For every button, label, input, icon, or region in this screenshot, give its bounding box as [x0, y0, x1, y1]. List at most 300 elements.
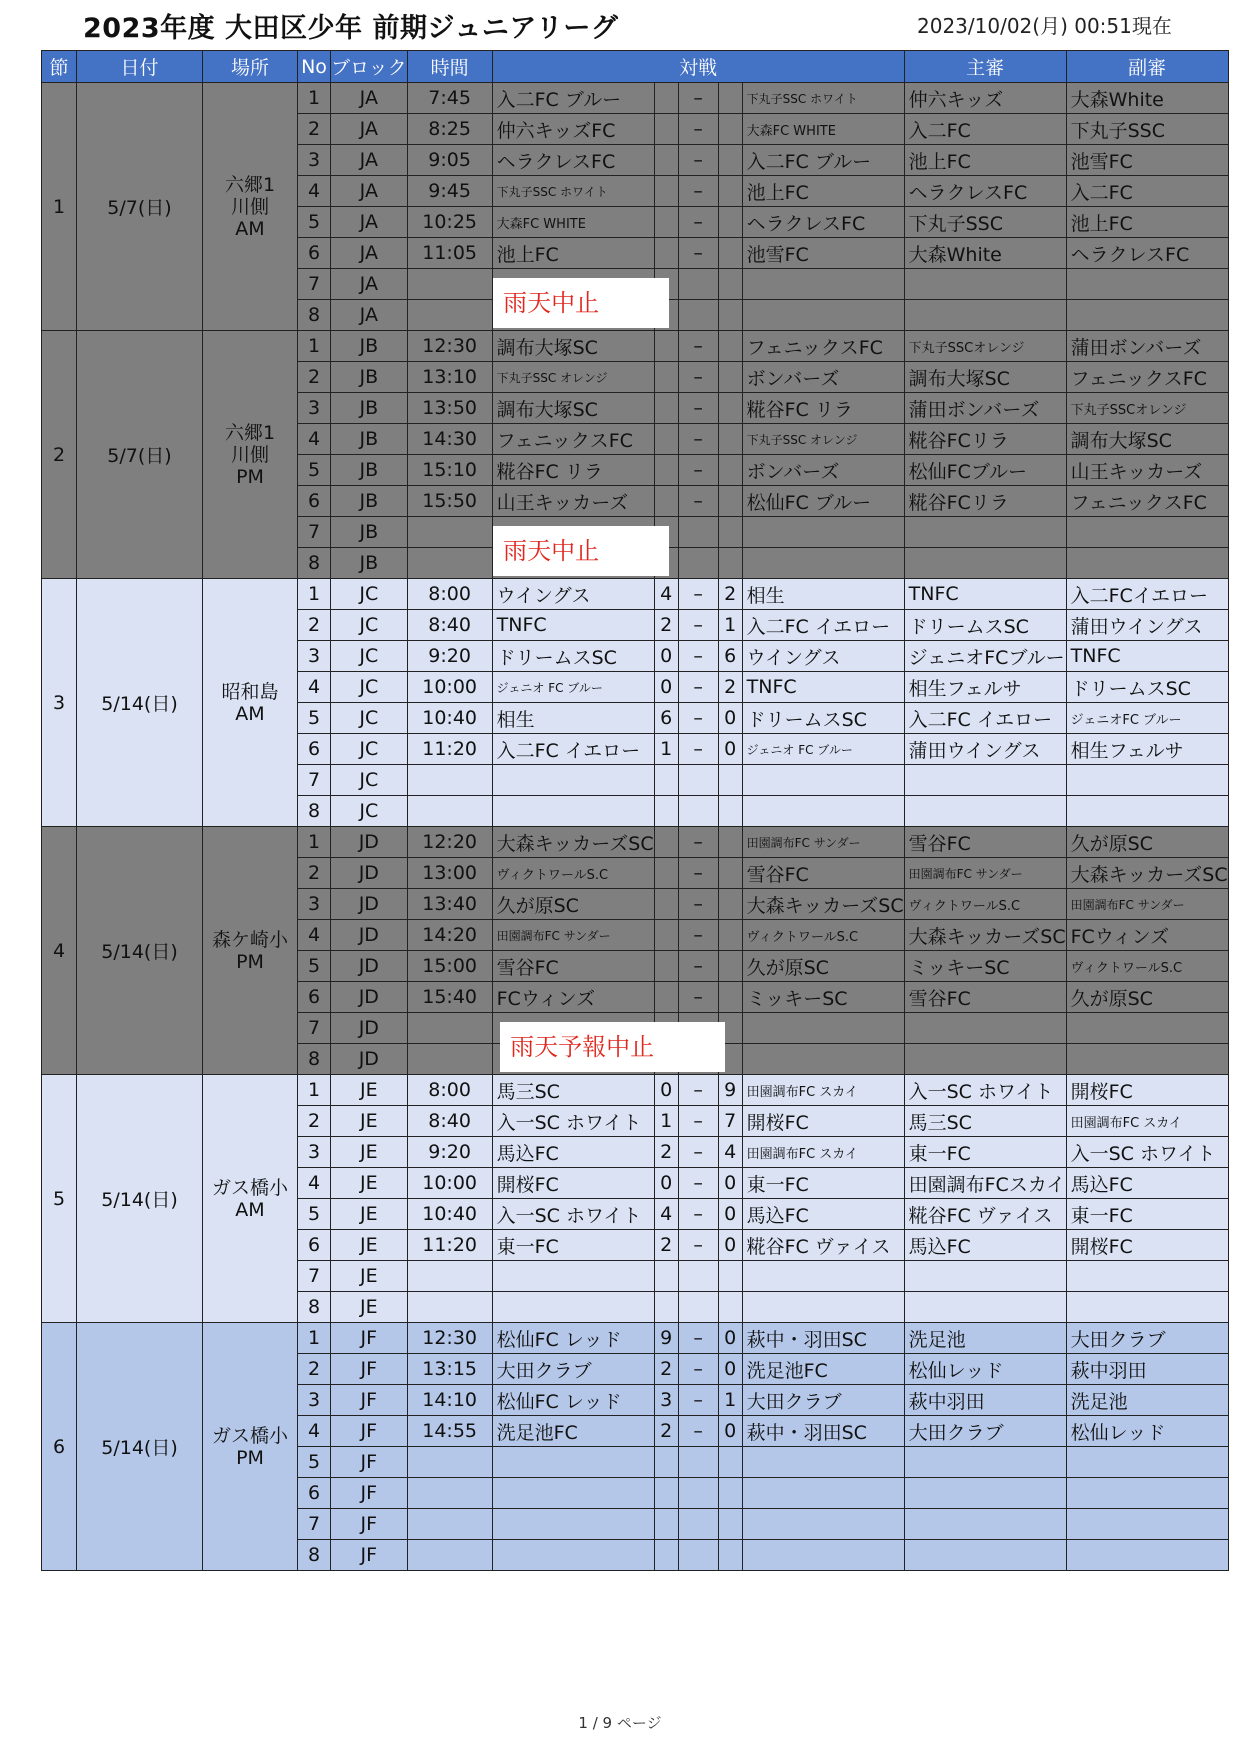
home-score: [654, 982, 678, 1013]
score-dash: –: [678, 920, 718, 951]
match-no: 8: [298, 548, 331, 579]
referee: 調布大塚SC: [904, 362, 1066, 393]
home-score: [654, 1478, 678, 1509]
cancelled-banner: 雨天中止: [493, 278, 669, 328]
home-team: [492, 1509, 654, 1540]
home-score: [654, 114, 678, 145]
away-score: [718, 176, 742, 207]
referee: ジェニオFCブルー: [904, 641, 1066, 672]
away-team: 糀谷FC ヴァイス: [742, 1230, 904, 1261]
table-row: [42, 331, 1229, 362]
referee: ドリームスSC: [904, 610, 1066, 641]
referee: [904, 796, 1066, 827]
sub-referee: 山王キッカーズ: [1066, 455, 1228, 486]
venue-cell: ガス橋小 PM: [203, 1323, 298, 1571]
home-team: 大田クラブ: [492, 1354, 654, 1385]
score-dash: [678, 1478, 718, 1509]
block: JA: [331, 114, 408, 145]
sub-referee: [1066, 1447, 1228, 1478]
home-score: 2: [654, 1354, 678, 1385]
sub-referee: 調布大塚SC: [1066, 424, 1228, 455]
match-no: 4: [298, 920, 331, 951]
away-score: [718, 889, 742, 920]
score-dash: [678, 269, 718, 300]
away-team: [742, 1013, 904, 1044]
cancelled-banner: 雨天中止: [493, 526, 669, 576]
score-dash: –: [678, 641, 718, 672]
sub-referee: フェニックスFC: [1066, 362, 1228, 393]
home-team: 入一SC ホワイト: [492, 1106, 654, 1137]
away-score: [718, 1509, 742, 1540]
home-team: 下丸子SSC ホワイト: [492, 176, 654, 207]
sub-referee: ドリームスSC: [1066, 672, 1228, 703]
table-row: [42, 827, 1229, 858]
match-no: 7: [298, 1013, 331, 1044]
date-cell: 5/14(日): [77, 1323, 203, 1571]
sub-referee: [1066, 1013, 1228, 1044]
match-no: 4: [298, 176, 331, 207]
block: JC: [331, 796, 408, 827]
block: JC: [331, 641, 408, 672]
sub-referee: ヘラクレスFC: [1066, 238, 1228, 269]
score-dash: [678, 300, 718, 331]
away-team: [742, 1447, 904, 1478]
home-team: 入二FC イエロー: [492, 734, 654, 765]
home-team: 相生: [492, 703, 654, 734]
away-team: [742, 300, 904, 331]
away-score: [718, 1261, 742, 1292]
match-no: 1: [298, 331, 331, 362]
referee: [904, 1478, 1066, 1509]
away-team: 相生: [742, 579, 904, 610]
home-score: 0: [654, 1168, 678, 1199]
match-no: 7: [298, 269, 331, 300]
referee: 入二FC: [904, 114, 1066, 145]
sub-referee: 入二FC: [1066, 176, 1228, 207]
away-score: [718, 765, 742, 796]
header-date: 日付: [77, 51, 203, 83]
home-score: 2: [654, 610, 678, 641]
home-team: [492, 1292, 654, 1323]
score-dash: –: [678, 455, 718, 486]
sub-referee: 洗足池: [1066, 1385, 1228, 1416]
score-dash: –: [678, 1199, 718, 1230]
time: [407, 765, 492, 796]
time: 13:10: [407, 362, 492, 393]
home-team: FCウィンズ: [492, 982, 654, 1013]
time: 14:30: [407, 424, 492, 455]
away-score: [718, 858, 742, 889]
referee: ミッキーSC: [904, 951, 1066, 982]
referee: 仲六キッズ: [904, 83, 1066, 114]
away-score: [718, 1478, 742, 1509]
away-team: 開桜FC: [742, 1106, 904, 1137]
referee: [904, 765, 1066, 796]
away-team: 田園調布FC スカイ: [742, 1137, 904, 1168]
away-score: [718, 207, 742, 238]
block: JF: [331, 1354, 408, 1385]
sub-referee: [1066, 1509, 1228, 1540]
away-team: 田園調布FC サンダー: [742, 827, 904, 858]
score-dash: –: [678, 579, 718, 610]
sub-referee: フェニックスFC: [1066, 486, 1228, 517]
match-no: 4: [298, 424, 331, 455]
match-no: 3: [298, 889, 331, 920]
away-team: 大田クラブ: [742, 1385, 904, 1416]
away-team: 入二FC ブルー: [742, 145, 904, 176]
referee: ヘラクレスFC: [904, 176, 1066, 207]
sub-referee: [1066, 1292, 1228, 1323]
home-team: ヘラクレスFC: [492, 145, 654, 176]
sub-referee: [1066, 1478, 1228, 1509]
away-team: 松仙FC ブルー: [742, 486, 904, 517]
home-score: 2: [654, 1416, 678, 1447]
referee: [904, 1509, 1066, 1540]
home-team: [492, 796, 654, 827]
home-score: 1: [654, 734, 678, 765]
sub-referee: 東一FC: [1066, 1199, 1228, 1230]
match-no: 6: [298, 238, 331, 269]
header-match: 対戦: [492, 51, 904, 83]
block: JA: [331, 238, 408, 269]
block: JD: [331, 858, 408, 889]
header-sub-referee: 副審: [1066, 51, 1228, 83]
block: JA: [331, 83, 408, 114]
referee: 松仙FCブルー: [904, 455, 1066, 486]
away-score: [718, 1540, 742, 1571]
match-no: 6: [298, 734, 331, 765]
home-score: 6: [654, 703, 678, 734]
time: 10:40: [407, 703, 492, 734]
match-no: 2: [298, 610, 331, 641]
home-team: [492, 1447, 654, 1478]
away-score: [718, 300, 742, 331]
away-score: 2: [718, 579, 742, 610]
away-score: [718, 393, 742, 424]
round-cell: 2: [42, 331, 77, 579]
time: [407, 1261, 492, 1292]
sub-referee: 大森White: [1066, 83, 1228, 114]
score-dash: –: [678, 176, 718, 207]
home-score: 0: [654, 641, 678, 672]
home-team: [492, 1540, 654, 1571]
time: 14:55: [407, 1416, 492, 1447]
away-team: フェニックスFC: [742, 331, 904, 362]
home-score: [654, 83, 678, 114]
match-no: 2: [298, 858, 331, 889]
home-team: 田園調布FC サンダー: [492, 920, 654, 951]
score-dash: [678, 1509, 718, 1540]
date-cell: 5/14(日): [77, 827, 203, 1075]
match-no: 1: [298, 1323, 331, 1354]
away-team: 雪谷FC: [742, 858, 904, 889]
away-score: [718, 362, 742, 393]
match-no: 2: [298, 1354, 331, 1385]
sub-referee: [1066, 548, 1228, 579]
sub-referee: [1066, 1540, 1228, 1571]
away-score: [718, 1447, 742, 1478]
score-dash: –: [678, 393, 718, 424]
away-team: [742, 548, 904, 579]
block: JB: [331, 331, 408, 362]
home-team: 松仙FC レッド: [492, 1323, 654, 1354]
sub-referee: [1066, 300, 1228, 331]
home-team: 山王キッカーズ: [492, 486, 654, 517]
referee: [904, 1447, 1066, 1478]
time: 11:20: [407, 1230, 492, 1261]
page-footer: 1 / 9 ページ: [578, 1714, 662, 1732]
sub-referee: TNFC: [1066, 641, 1228, 672]
home-team: 入二FC ブルー: [492, 83, 654, 114]
time: 9:20: [407, 641, 492, 672]
sub-referee: 入一SC ホワイト: [1066, 1137, 1228, 1168]
away-score: [718, 269, 742, 300]
sub-referee: 田園調布FC スカイ: [1066, 1106, 1228, 1137]
block: JB: [331, 393, 408, 424]
sub-referee: 蒲田ウイングス: [1066, 610, 1228, 641]
date-cell: 5/14(日): [77, 579, 203, 827]
away-team: [742, 1509, 904, 1540]
time: [407, 1044, 492, 1075]
time: [407, 1447, 492, 1478]
block: JF: [331, 1447, 408, 1478]
match-no: 2: [298, 362, 331, 393]
table-row: [42, 83, 1229, 114]
referee: 入二FC イエロー: [904, 703, 1066, 734]
away-team: [742, 1044, 904, 1075]
away-team: 大森キッカーズSC: [742, 889, 904, 920]
block: JB: [331, 424, 408, 455]
away-score: 0: [718, 703, 742, 734]
away-score: 0: [718, 734, 742, 765]
sub-referee: 大森キッカーズSC: [1066, 858, 1228, 889]
away-team: 大森FC WHITE: [742, 114, 904, 145]
sub-referee: 開桜FC: [1066, 1075, 1228, 1106]
home-score: [654, 827, 678, 858]
sub-referee: ヴィクトワールS.C: [1066, 951, 1228, 982]
referee: 下丸子SSCオレンジ: [904, 331, 1066, 362]
away-team: ミッキーSC: [742, 982, 904, 1013]
sub-referee: [1066, 765, 1228, 796]
match-no: 5: [298, 703, 331, 734]
away-team: ヴィクトワールS.C: [742, 920, 904, 951]
match-no: 3: [298, 145, 331, 176]
away-team: ジェニオ FC ブルー: [742, 734, 904, 765]
score-dash: –: [678, 1416, 718, 1447]
home-score: 4: [654, 1199, 678, 1230]
away-team: [742, 269, 904, 300]
block: JC: [331, 610, 408, 641]
home-team: 馬込FC: [492, 1137, 654, 1168]
away-score: [718, 331, 742, 362]
time: 11:05: [407, 238, 492, 269]
score-dash: [678, 796, 718, 827]
away-score: [718, 1292, 742, 1323]
block: JB: [331, 486, 408, 517]
match-no: 6: [298, 982, 331, 1013]
timestamp: 2023/10/02(月) 00:51現在: [917, 14, 1172, 38]
home-score: [654, 362, 678, 393]
page-title: 2023年度 大田区少年 前期ジュニアリーグ: [83, 13, 619, 44]
home-score: [654, 858, 678, 889]
home-score: 4: [654, 579, 678, 610]
home-score: 0: [654, 1075, 678, 1106]
away-team: [742, 796, 904, 827]
referee: [904, 269, 1066, 300]
sub-referee: 田園調布FC サンダー: [1066, 889, 1228, 920]
away-score: 2: [718, 672, 742, 703]
away-team: [742, 1261, 904, 1292]
block: JE: [331, 1106, 408, 1137]
score-dash: –: [678, 207, 718, 238]
home-team: 東一FC: [492, 1230, 654, 1261]
block: JE: [331, 1168, 408, 1199]
time: 12:30: [407, 1323, 492, 1354]
home-team: ジェニオ FC ブルー: [492, 672, 654, 703]
sub-referee: FCウィンズ: [1066, 920, 1228, 951]
block: JF: [331, 1478, 408, 1509]
away-score: [718, 827, 742, 858]
match-no: 8: [298, 1540, 331, 1571]
round-cell: 5: [42, 1075, 77, 1323]
referee: TNFC: [904, 579, 1066, 610]
home-team: 下丸子SSC オレンジ: [492, 362, 654, 393]
sub-referee: 久が原SC: [1066, 827, 1228, 858]
sub-referee: 相生フェルサ: [1066, 734, 1228, 765]
match-no: 3: [298, 1385, 331, 1416]
match-no: 6: [298, 486, 331, 517]
score-dash: –: [678, 858, 718, 889]
time: 12:20: [407, 827, 492, 858]
score-dash: –: [678, 1168, 718, 1199]
table-row: [42, 1323, 1229, 1354]
score-dash: –: [678, 889, 718, 920]
home-score: [654, 424, 678, 455]
sub-referee: [1066, 517, 1228, 548]
away-score: 0: [718, 1199, 742, 1230]
referee: [904, 548, 1066, 579]
block: JF: [331, 1416, 408, 1447]
table-row: [42, 579, 1229, 610]
match-no: 5: [298, 1199, 331, 1230]
referee: 大田クラブ: [904, 1416, 1066, 1447]
referee: 蒲田ウイングス: [904, 734, 1066, 765]
away-team: 萩中・羽田SC: [742, 1416, 904, 1447]
sub-referee: 久が原SC: [1066, 982, 1228, 1013]
block: JB: [331, 455, 408, 486]
score-dash: –: [678, 486, 718, 517]
home-team: 調布大塚SC: [492, 393, 654, 424]
score-dash: [678, 1292, 718, 1323]
referee: 相生フェルサ: [904, 672, 1066, 703]
venue-cell: ガス橋小 AM: [203, 1075, 298, 1323]
sub-referee: 松仙レッド: [1066, 1416, 1228, 1447]
time: 12:30: [407, 331, 492, 362]
match-no: 4: [298, 1416, 331, 1447]
time: [407, 269, 492, 300]
home-score: [654, 207, 678, 238]
score-dash: –: [678, 331, 718, 362]
block: JD: [331, 982, 408, 1013]
time: 8:00: [407, 579, 492, 610]
away-score: [718, 455, 742, 486]
header-block: ブロック: [331, 51, 408, 83]
away-score: [718, 114, 742, 145]
header-row: [42, 51, 1229, 83]
time: [407, 517, 492, 548]
home-score: [654, 1292, 678, 1323]
home-score: 3: [654, 1385, 678, 1416]
referee: 大森White: [904, 238, 1066, 269]
away-score: 0: [718, 1354, 742, 1385]
time: [407, 548, 492, 579]
sub-referee: ジェニオFC ブルー: [1066, 703, 1228, 734]
referee: ヴィクトワールS.C: [904, 889, 1066, 920]
home-score: [654, 331, 678, 362]
referee: 糀谷FCリラ: [904, 486, 1066, 517]
time: 10:00: [407, 672, 492, 703]
away-score: 1: [718, 610, 742, 641]
sub-referee: 蒲田ボンバーズ: [1066, 331, 1228, 362]
score-dash: [678, 548, 718, 579]
time: [407, 1292, 492, 1323]
sub-referee: [1066, 269, 1228, 300]
time: 11:20: [407, 734, 492, 765]
home-score: [654, 176, 678, 207]
time: 15:00: [407, 951, 492, 982]
block: JE: [331, 1292, 408, 1323]
home-score: [654, 486, 678, 517]
away-team: 田園調布FC スカイ: [742, 1075, 904, 1106]
score-dash: [678, 765, 718, 796]
away-team: ドリームスSC: [742, 703, 904, 734]
away-team: TNFC: [742, 672, 904, 703]
referee: [904, 1013, 1066, 1044]
away-score: [718, 83, 742, 114]
header-setsu: 節: [42, 51, 77, 83]
date-cell: 5/7(日): [77, 83, 203, 331]
away-score: 6: [718, 641, 742, 672]
venue-cell: 六郷1 川側 PM: [203, 331, 298, 579]
block: JC: [331, 765, 408, 796]
match-no: 7: [298, 517, 331, 548]
home-team: 池上FC: [492, 238, 654, 269]
away-score: [718, 796, 742, 827]
score-dash: –: [678, 424, 718, 455]
table-row: [42, 1075, 1229, 1106]
cancelled-banner: 雨天予報中止: [500, 1022, 725, 1072]
away-score: 1: [718, 1385, 742, 1416]
away-score: 0: [718, 1416, 742, 1447]
home-score: 0: [654, 672, 678, 703]
score-dash: –: [678, 145, 718, 176]
sub-referee: [1066, 796, 1228, 827]
sub-referee: 大田クラブ: [1066, 1323, 1228, 1354]
block: JD: [331, 889, 408, 920]
referee: [904, 1044, 1066, 1075]
away-team: 下丸子SSC ホワイト: [742, 83, 904, 114]
date-cell: 5/14(日): [77, 1075, 203, 1323]
away-team: 入二FC イエロー: [742, 610, 904, 641]
referee: [904, 300, 1066, 331]
home-team: 松仙FC レッド: [492, 1385, 654, 1416]
match-no: 7: [298, 1509, 331, 1540]
referee: [904, 1292, 1066, 1323]
header-referee: 主審: [904, 51, 1066, 83]
away-score: 4: [718, 1137, 742, 1168]
time: 9:45: [407, 176, 492, 207]
referee: 雪谷FC: [904, 982, 1066, 1013]
